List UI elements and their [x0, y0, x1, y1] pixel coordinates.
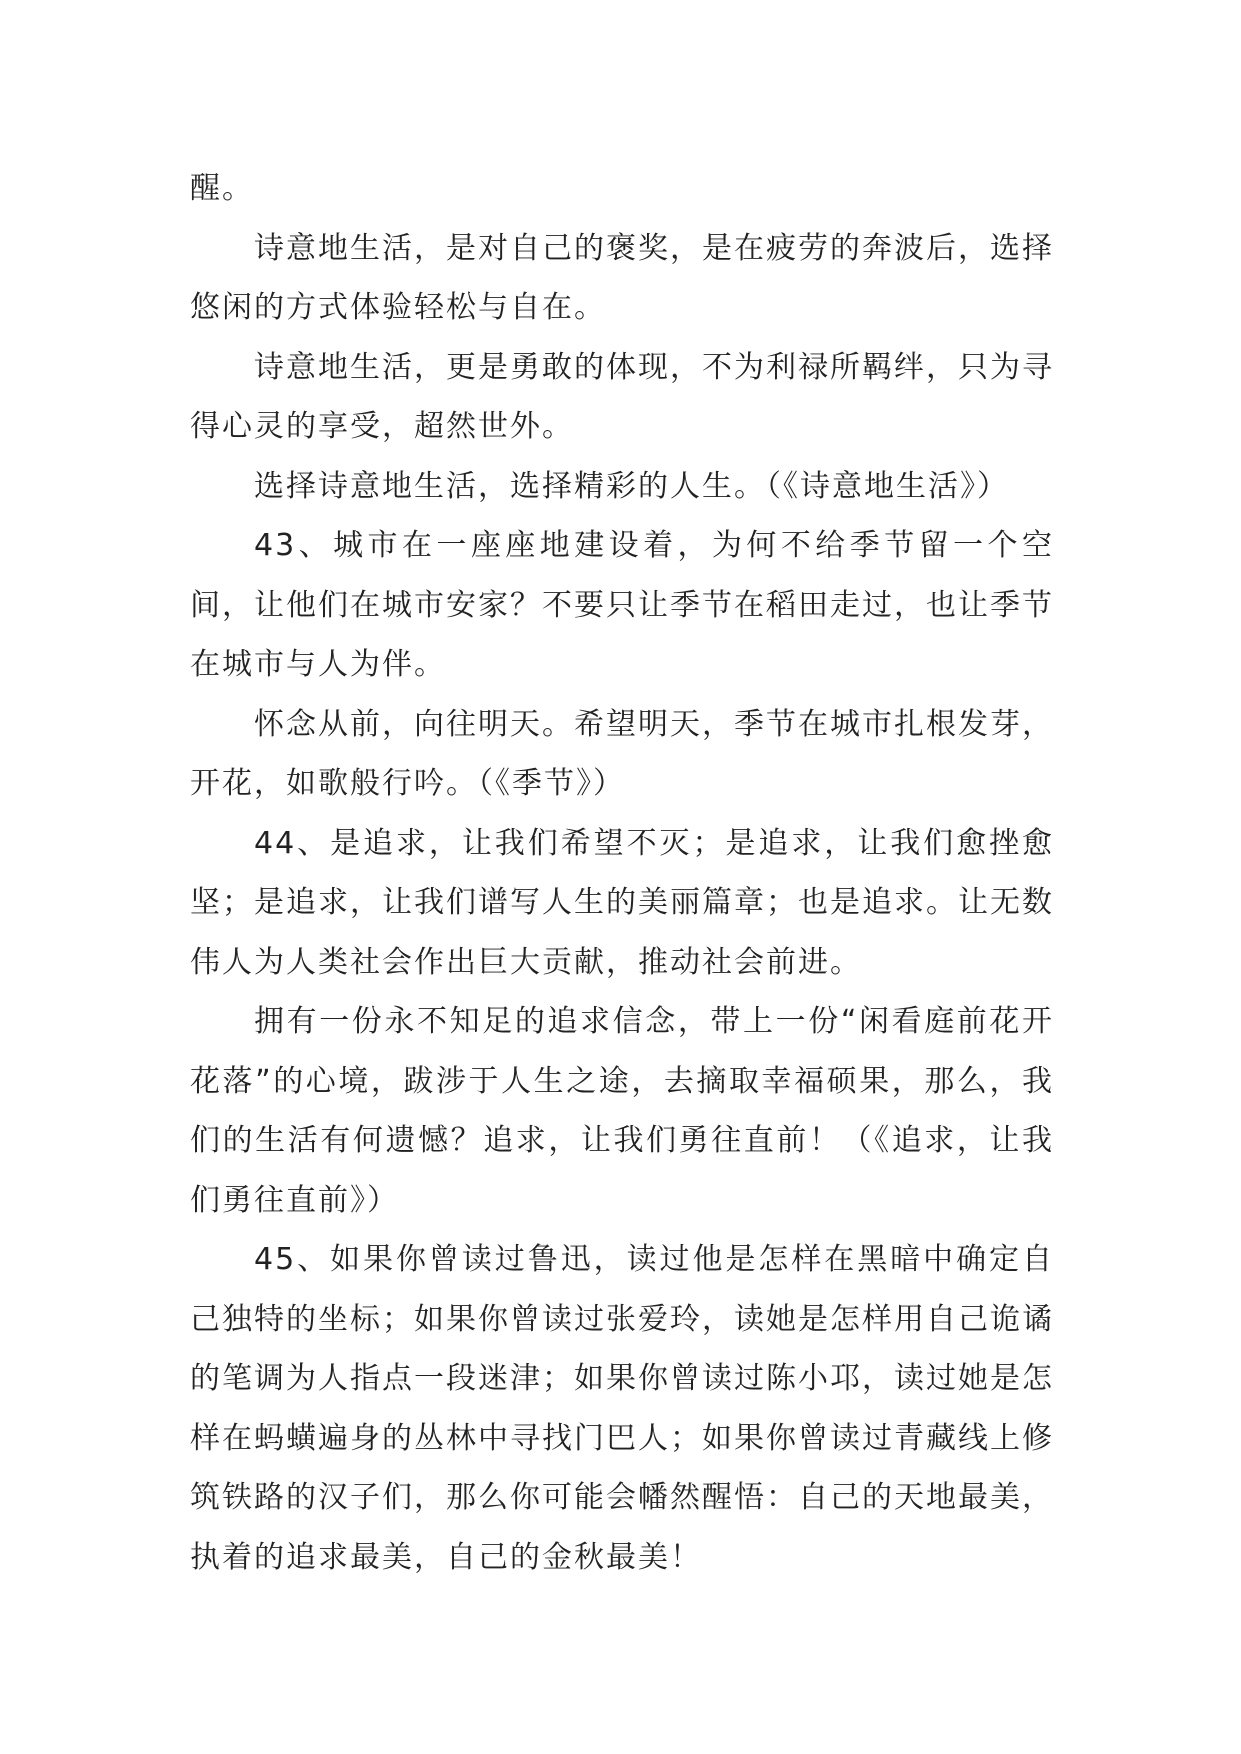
paragraph-item-44: 44、是追求，让我们希望不灭；是追求，让我们愈挫愈坚；是追求，让我们谱写人生的美丽篇章；也是追求。让无数伟人为人类社会作出巨大贡献，推动社会前进。 — [190, 825, 1054, 980]
paragraph: 诗意地生活，是对自己的褒奖，是在疲劳的奔波后，选择悠闲的方式体验轻松与自在。 — [190, 230, 1054, 325]
paragraph: 怀念从前，向往明天。希望明天，季节在城市扎根发芽，开花，如歌般行吟。（《季节》） — [190, 706, 1054, 801]
paragraph: 诗意地生活，更是勇敢的体现，不为利禄所羁绊，只为寻得心灵的享受，超然世外。 — [190, 349, 1054, 444]
paragraph: 拥有一份永不知足的追求信念，带上一份“闲看庭前花开花落”的心境，跋涉于人生之途，去摘取幸福硕果，那么，我们的生活有何遗憾？追求，让我们勇往直前！（《追求，让我们勇往直前》） — [190, 1004, 1054, 1218]
paragraph-continuation: 醒。 — [190, 171, 254, 206]
document-body — [190, 159, 1054, 1587]
paragraph: 选择诗意地生活，选择精彩的人生。（《诗意地生活》） — [254, 468, 1009, 504]
paragraph-item-43: 43、城市在一座座地建设着，为何不给季节留一个空间，让他们在城市安家？不要只让季节在稻田走过，也让季节在城市与人为伴。 — [190, 528, 1054, 682]
paragraph-item-45: 45、如果你曾读过鲁迅，读过他是怎样在黑暗中确定自己独特的坐标；如果你曾读过张爱玲，读她是怎样用自己诡谲的笔调为人指点一段迷津；如果你曾读过陈小邛，读过她是怎样在蚂蟥遍身的丛林中寻找门巴人；如果你曾读过青藏线上修筑铁路的汉子们，那么你可能会幡然醒悟：自己的天地最美，执着的追求最美，自己的金秋最美！ — [190, 1242, 1054, 1575]
